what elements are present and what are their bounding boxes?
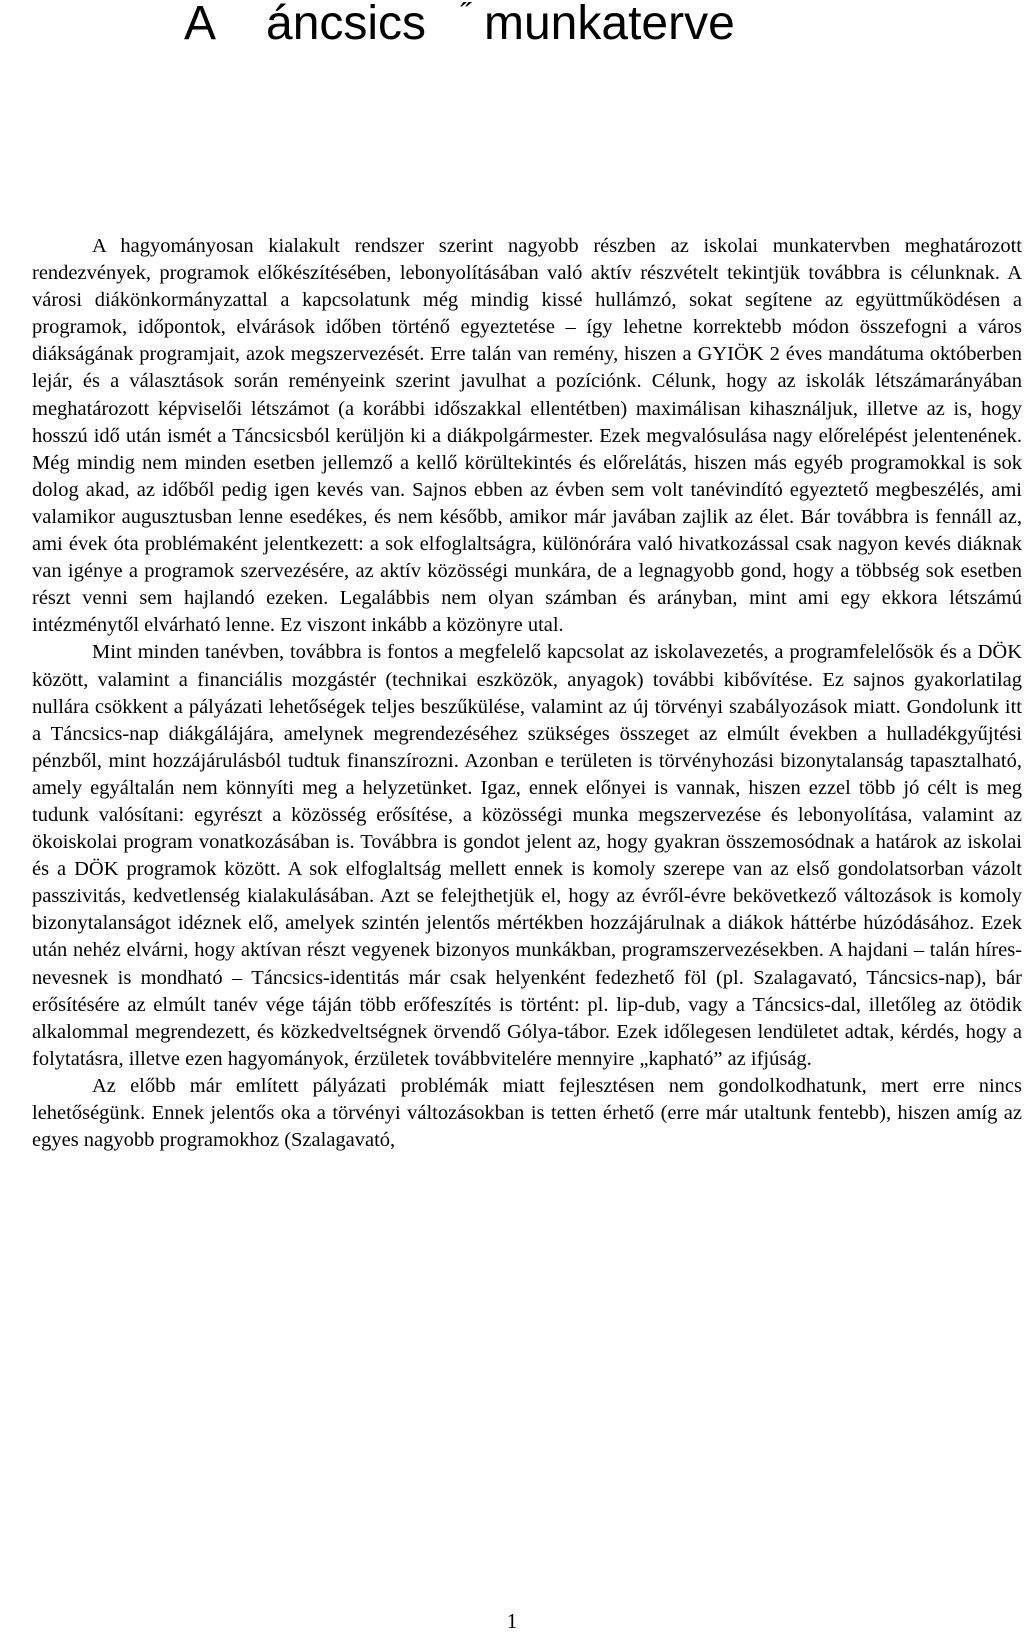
body-paragraph: Mint minden tanévben, továbbra is fontos a megfelelő kapcsolat az iskolavezetés, a programfelelősök és a DÖK között, valamint a financiális mozgástér (technikai eszközök, anyagok) további kibővítése. Ez sajnos gyakorlatilag nullára csökkent a pályázati lehetőségek teljes beszűkülése, valamint az új törvényi szabályozások miatt. Gondolunk itt a Táncsics-nap diákgálájára, amelynek megrendezéséhez szükséges összeget az elmúlt években a hulladékgyűjtési pénzből, mint hozzájárulásból tudtuk finanszírozni. Azonban e területen is törvényhozási bizonytalanság tapasztalható, amely egyáltalán nem könnyíti meg a helyzetünket. Igaz, ennek előnyei is vannak, hiszen ezzel több jó célt is meg tudunk valósítani: egyrészt a közösség erősítése, a közösségi munka megszervezése és lebonyolítása, valamint az ökoiskolai program vonatkozásában is. Továbbra is gondot jelent az, hogy gyakran összemosódnak a határok az iskolai és a DÖK programok között. A sok elfoglaltság mellett ennek is komoly szerepe van az első gondolatsorban vázolt passzivitás, kedvetlenség kialakulásában. Azt se felejthetjük el, hogy az évről-évre bekövetkező változások is komoly bizonytalanságot idéznek elő, amelyek szintén jelentős mértékben hozzájárulnak a diákok háttérbe húzódásához. Ezek után nehéz elvárni, hogy aktívan részt vegyenek bizonyos munkákban, programszervezésekben. A hajdani – talán híres-nevesnek is mondható – Táncsics-identitás már csak helyenként fedezhető föl (pl. Szalagavató, Táncsics-nap), bár erősítésére az elmúlt tanév vége táján több erőfeszítés is történt: pl. lip-dub, vagy a Táncsics-dal, illetőleg az ötödik alkalommal megrendezett, és közkedveltségnek örvendő Gólya-tábor. Ezek időlegesen lendületet adtak, kérdés, hogy a folytatásra, illetve ezen hagyományok, érzületek továbbvitelére mennyire „kapható” az ifjúság. [32,641,1022,1070]
title-part: áncsics [266,0,427,50]
page-number: 1 [506,1609,518,1633]
title-part: munkaterve [484,0,735,50]
title-part: A [184,0,217,50]
document-body [32,233,1022,1154]
title-part: ˝ [460,0,470,31]
body-paragraph: A hagyományosan kialakult rendszer szerint nagyobb részben az iskolai munkatervben meghatározott rendezvények, programok előkészítésében, lebonyolításában való aktív részvételt tekintjük továbbra is célunknak. A városi diákönkormányzattal a kapcsolatunk még mindig kissé hullámzó, sokat segítene az együttműködésen a programok, időpontok, elvárások időben történő egyeztetése – így lehetne korrektebb módon összefogni a város diákságának programjait, azok megszervezését. Erre talán van remény, hiszen a GYIÖK 2 éves mandátuma októberben lejár, és a választások során reményeink szerint javulhat a pozíciónk. Célunk, hogy az iskolák létszámarányában meghatározott képviselői létszámot (a korábbi időszakkal ellentétben) maximálisan kihasználjuk, illetve az is, hogy hosszú idő után ismét a Táncsicsból kerüljön ki a diákpolgármester. Ezek megvalósulása nagy előrelépést jelentenének. Még mindig nem minden esetben jellemző a kellő körültekintés és előrelátás, hiszen más egyéb programokkal is sok dolog akad, az időből pedig igen kevés van. Sajnos ebben az évben sem volt tanévindító egyeztető megbeszélés, ami valamikor augusztusban lenne esedékes, és nem később, amikor már javában zajlik az élet. Bár továbbra is fennáll az, ami évek óta problémaként jelentkezett: a sok elfoglaltságra, különórára való hivatkozással csak nagyon kevés diáknak van igénye a programok szervezésére, az aktív közösségi munkára, de a legnagyobb gond, hogy a többség sok esetben részt venni sem hajlandó ezeken. Legalábbis nem olyan számban és arányban, mint ami egy ekkora létszámú intézménytől elvárható lenne. Ez viszont inkább a közönyre utal. [32,235,1022,637]
body-paragraph: Az előbb már említett pályázati problémák miatt fejlesztésen nem gondolkodhatunk, mert erre nincs lehetőségünk. Ennek jelentős oka a törvényi változásokban is tetten érhető (erre már utaltunk fentebb), hiszen amíg az egyes nagyobb programokhoz (Szalagavató, [32,1074,1022,1152]
